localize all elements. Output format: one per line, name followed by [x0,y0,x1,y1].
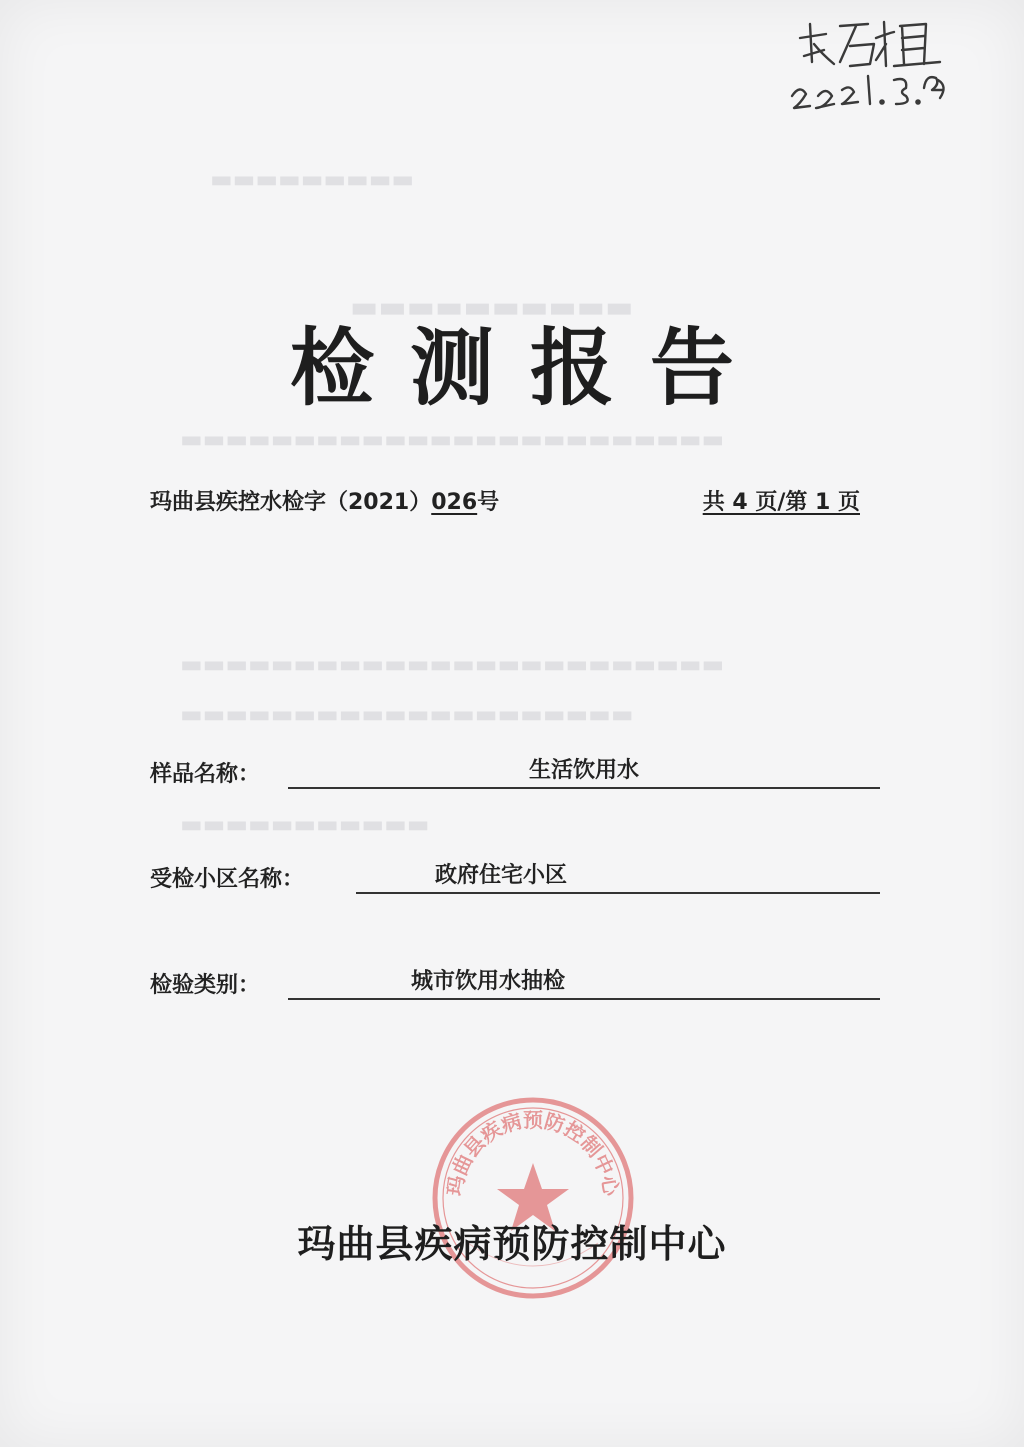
handwritten-signature [790,4,950,116]
field-value: 政府住宅小区 [434,863,567,888]
bleed-through-text: ▬▬▬▬▬▬▬▬▬▬ [350,290,634,325]
field-underline [288,998,880,1000]
official-seal [428,1093,638,1303]
field-underline [356,892,880,894]
field-label: 检验类别： [150,973,261,998]
page-count: 共 4 页/第 1 页 [702,490,860,515]
bleed-through-text: ▬▬▬▬▬▬▬▬▬ [210,165,415,193]
bleed-through-text: ▬▬▬▬▬▬▬▬▬▬▬▬▬▬▬▬▬▬▬▬▬▬▬▬ [180,425,725,453]
field-label: 样品名称： [150,762,261,787]
bleed-through-text: ▬▬▬▬▬▬▬▬▬▬▬▬▬▬▬▬▬▬▬▬ [180,700,634,728]
report-serial-number: 026 [431,490,478,515]
field-label: 受检小区名称： [150,867,305,892]
report-number-prefix: 玛曲县疾控水检字（2021） [150,490,432,515]
bleed-through-text: ▬▬▬▬▬▬▬▬▬▬▬▬▬▬▬▬▬▬▬▬▬▬▬▬ [180,650,725,678]
field-underline [288,787,880,789]
report-number-suffix: 号 [477,490,500,515]
bleed-through-text: ▬▬▬▬▬▬▬▬▬▬▬ [180,810,430,838]
report-number [150,485,499,516]
field-value: 生活饮用水 [528,758,639,783]
page-title: 检测报告 [289,319,770,417]
seal-text: 玛曲县疾病预防控制中心 [442,1108,624,1198]
field-value: 城市饮用水抽检 [410,969,565,994]
organization-name: 玛曲县疾病预防控制中心 [297,1222,727,1266]
